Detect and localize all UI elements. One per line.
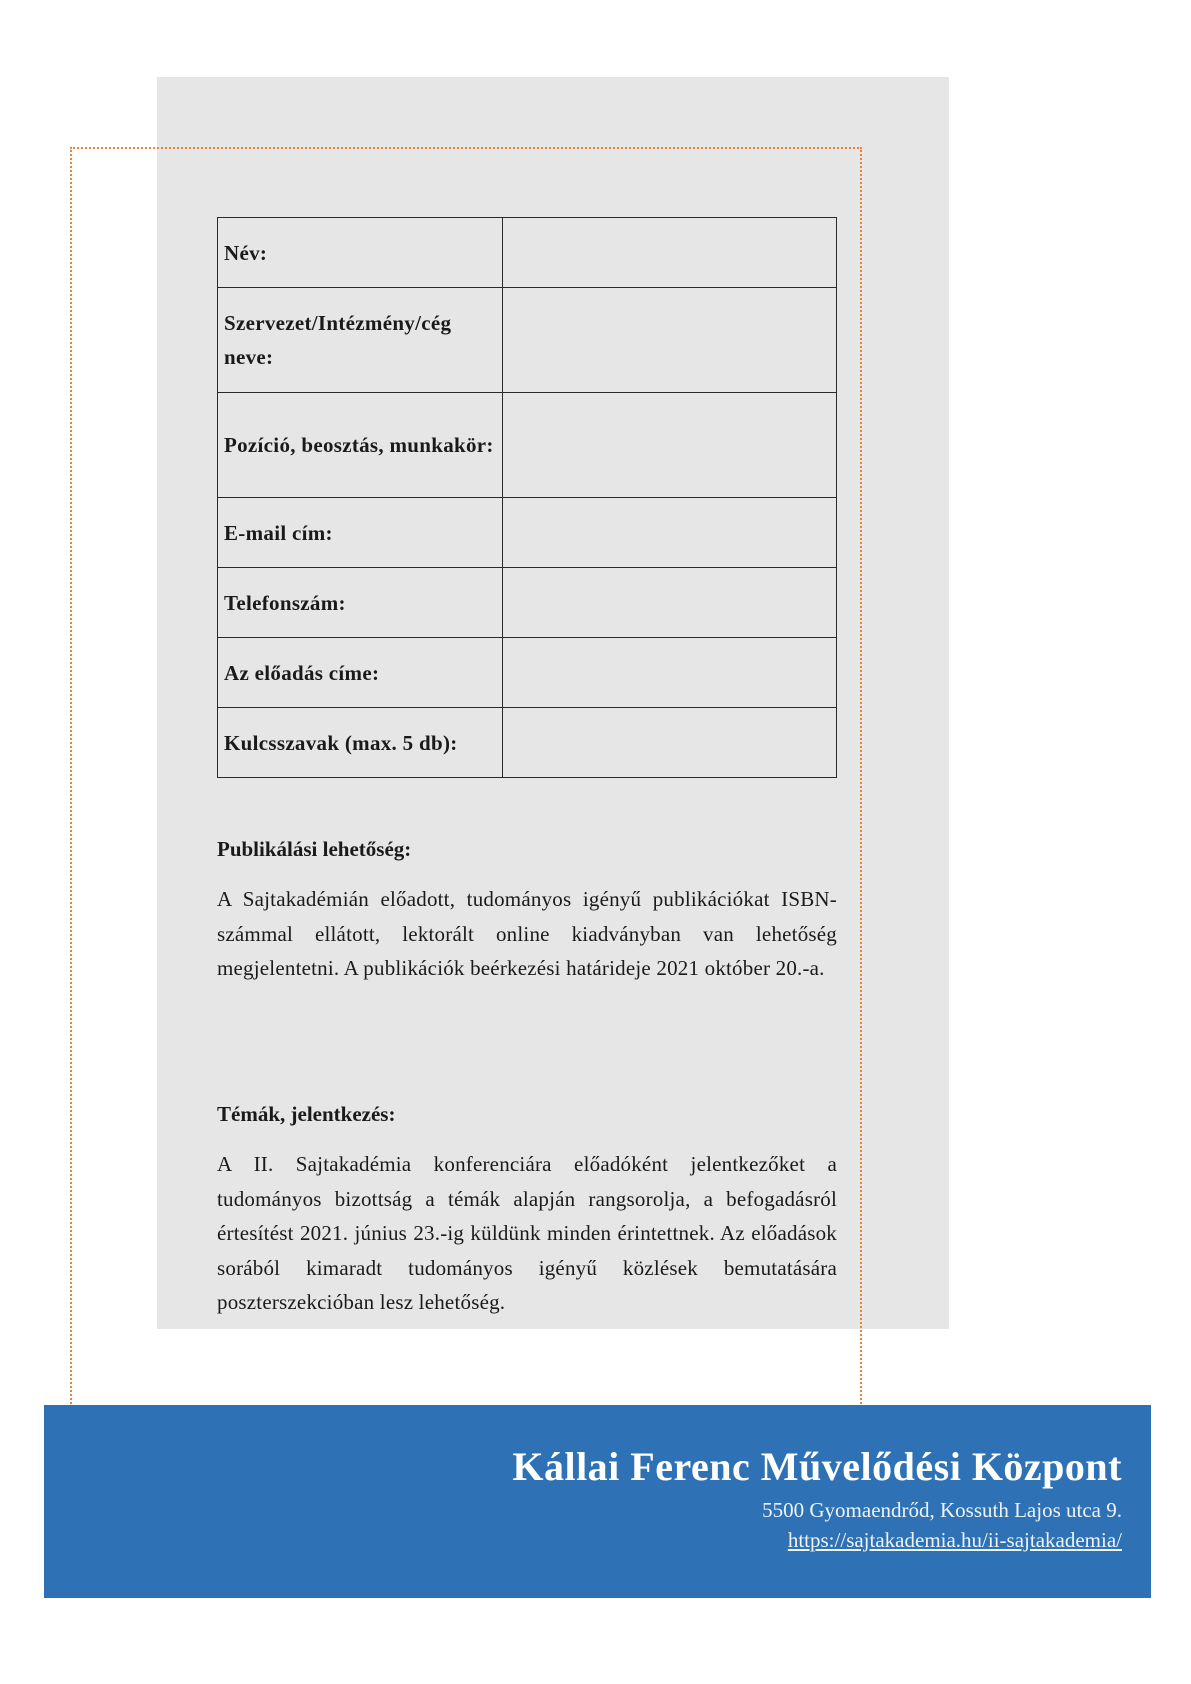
form-label-talk-title: Az előadás címe: [218,638,503,708]
form-label-email: E-mail cím: [218,498,503,568]
topics-heading: Témák, jelentkezés: [217,1102,396,1126]
form-label-phone: Telefonszám: [218,568,503,638]
form-row-name [218,218,837,288]
topics-section [217,1099,837,1320]
form-row-position [218,393,837,498]
form-label-organization: Szervezet/Intézmény/cég neve: [218,288,503,393]
form-row-keywords [218,708,837,778]
website-link[interactable]: https://sajtakademia.hu/ii-sajtakademia/ [787,1528,1122,1552]
form-field-name[interactable] [503,218,837,288]
footer-banner [44,1405,1151,1598]
form-label-position: Pozíció, beosztás, munkakör: [218,393,503,498]
form-field-organization[interactable] [503,288,837,393]
publication-section [217,834,837,986]
organization-name: Kállai Ferenc Művelődési Központ [512,1444,1122,1489]
form-field-phone[interactable] [503,568,837,638]
form-field-talk-title[interactable] [503,638,837,708]
form-label-name: Név: [218,218,503,288]
organization-address: 5500 Gyomaendrőd, Kossuth Lajos utca 9. [762,1498,1122,1522]
form-field-position[interactable] [503,393,837,498]
form-row-organization [218,288,837,393]
form-label-keywords: Kulcsszavak (max. 5 db): [218,708,503,778]
form-field-email[interactable] [503,498,837,568]
publication-text: A Sajtakadémián előadott, tudományos igényű publikációkat ISBN-számmal ellátott, lektorált online kiadványban van lehetőség megjelentetni. A publikációk beérkezési határideje 2021 október 20.-a. [217,887,837,980]
form-field-keywords[interactable] [503,708,837,778]
form-row-talk-title [218,638,837,708]
form-row-phone [218,568,837,638]
registration-form-table [217,217,837,778]
topics-text: A II. Sajtakadémia konferenciára előadóként jelentkezőket a tudományos bizottság a témák alapján rangsorolja, a befogadásról értesítést 2021. június 23.-ig küldünk minden érintettnek. Az előadások sorából kimaradt tudományos igényű közlések bemutatására poszterszekcióban lesz lehetőség. [217,1152,837,1314]
form-row-email [218,498,837,568]
publication-heading: Publikálási lehetőség: [217,837,412,861]
